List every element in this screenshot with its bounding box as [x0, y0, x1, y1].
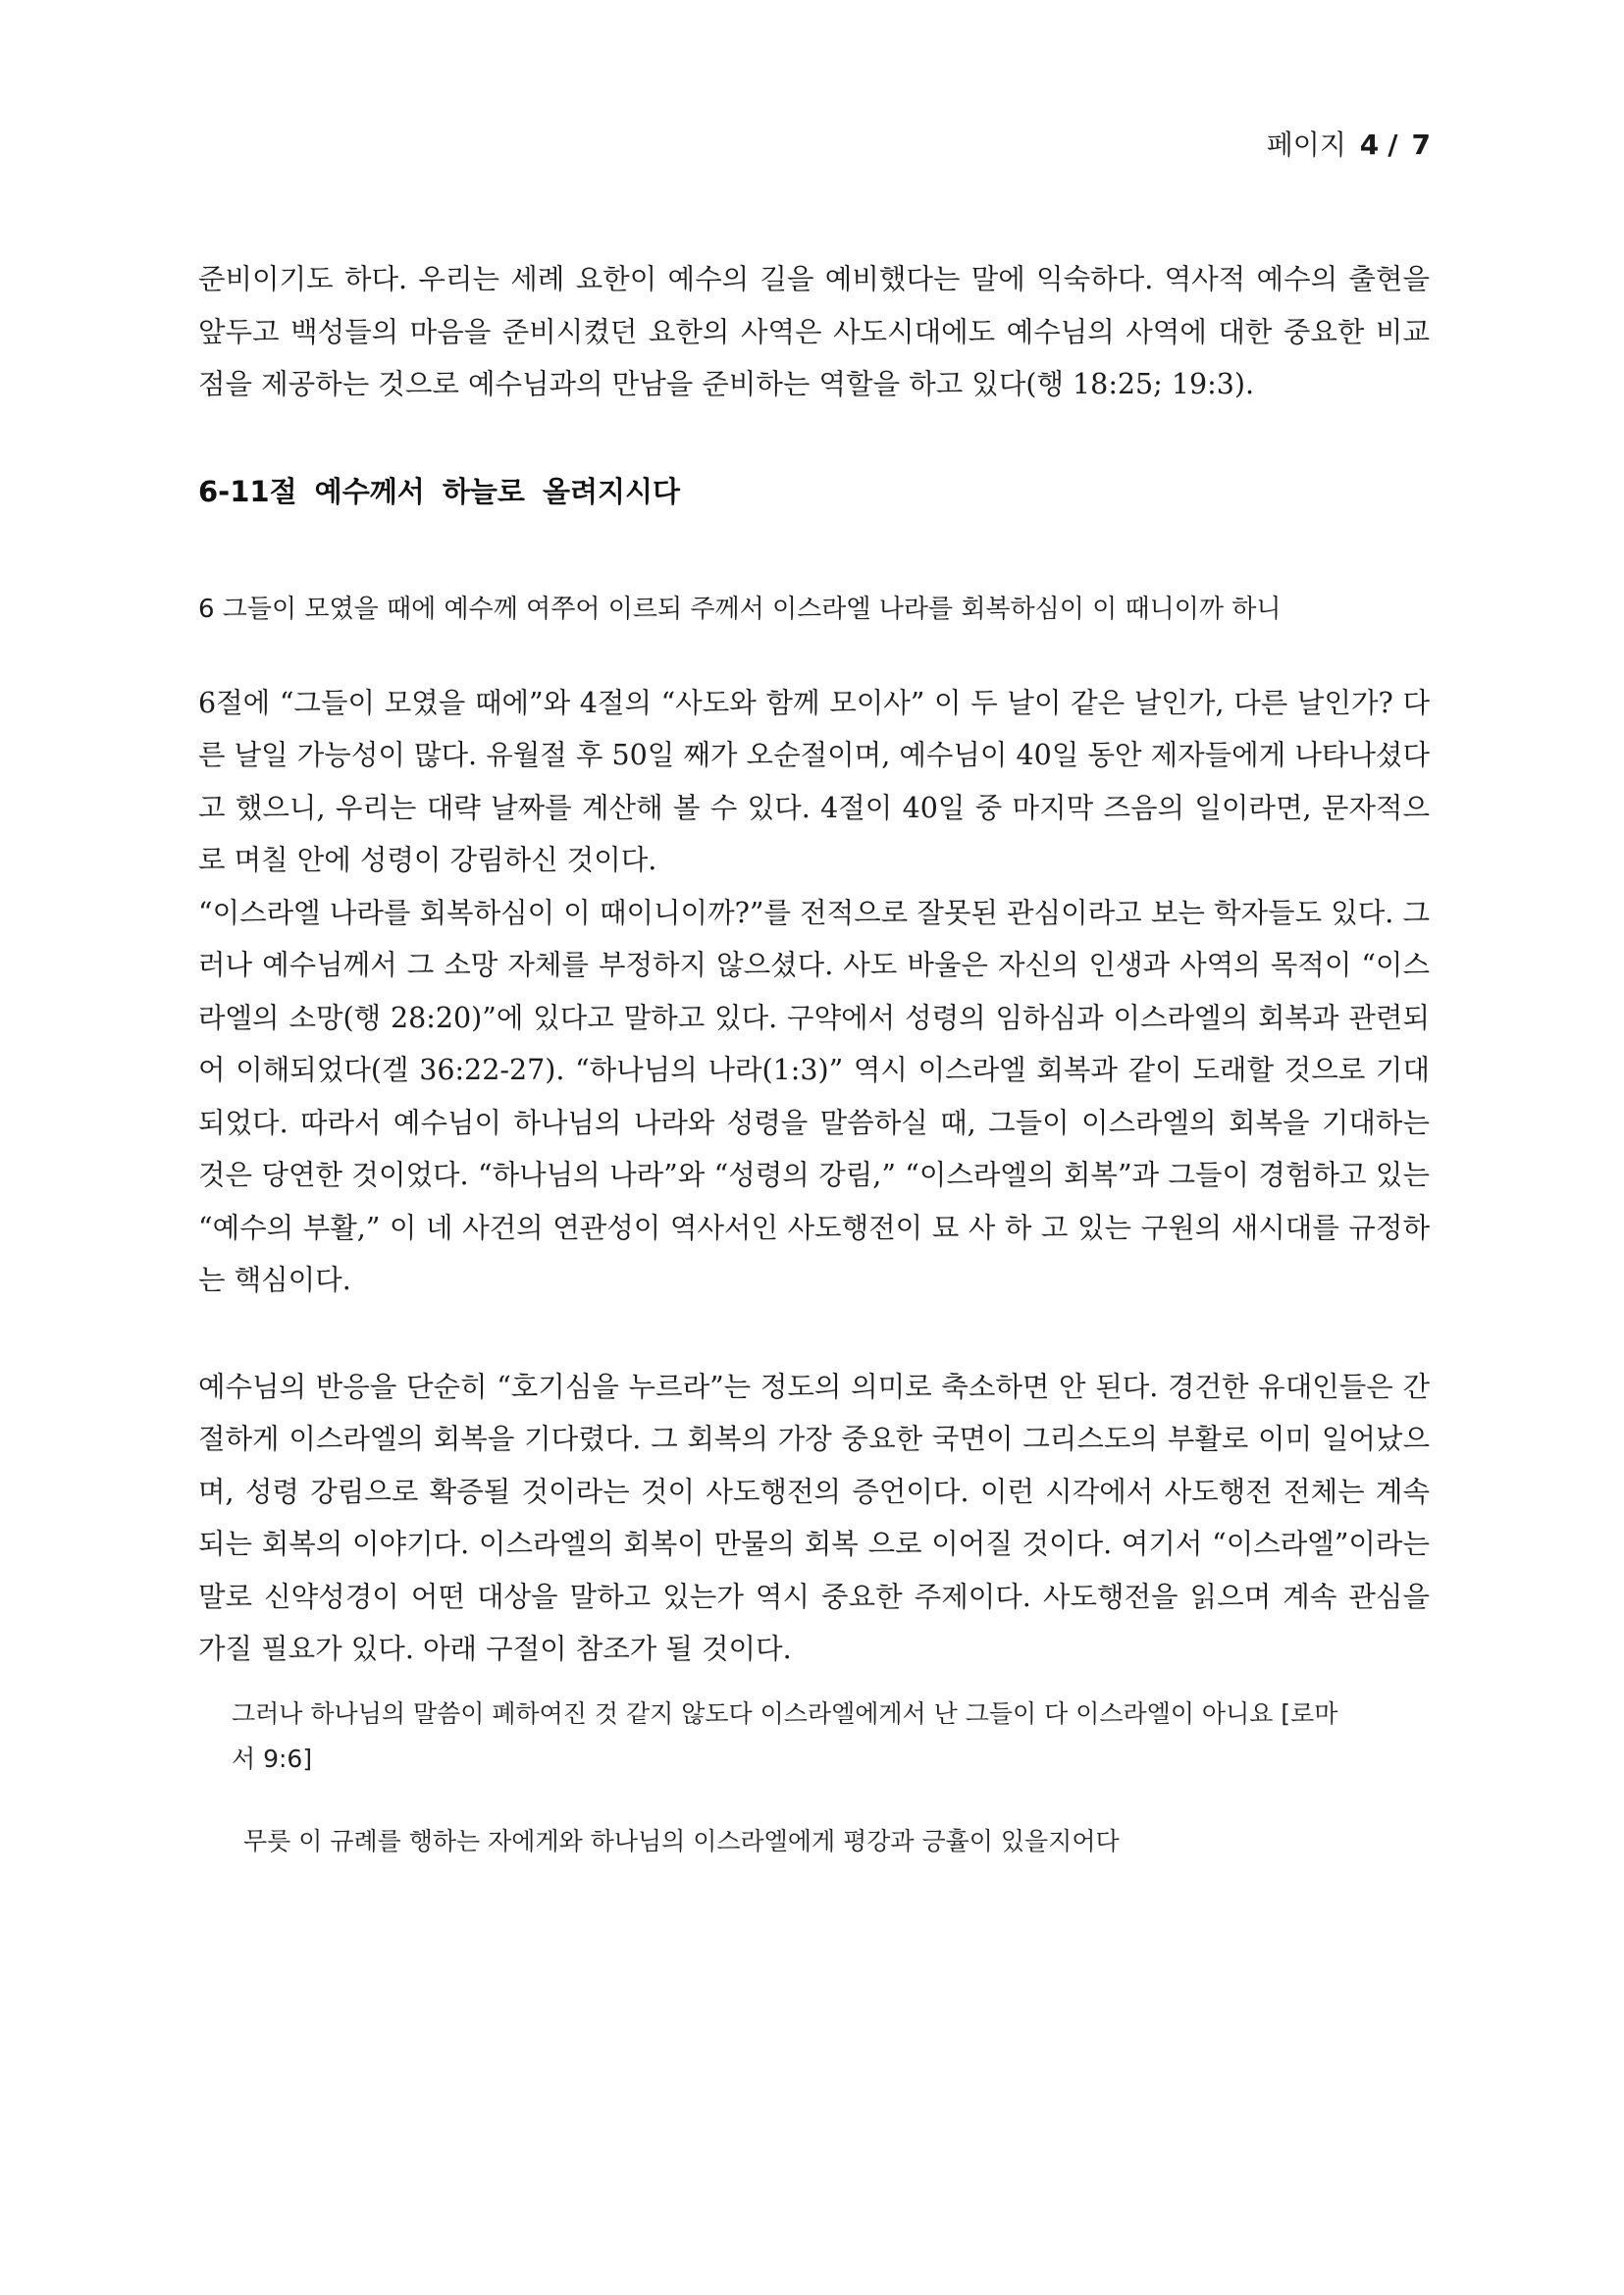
commentary-paragraph-3: 예수님의 반응을 단순히 “호기심을 누르라”는 정도의 의미로 축소하면 안 된다. 경건한 유대인들은 간절하게 이스라엘의 회복을 기다렸다. 그 회복의 가장 중요한 국면이 그리스도의 부활로 이미 일어났으며, 성령 강림으로 확증될 것이라는 것이 사도행전의 증언이다. 이런 시각에서 사도행전 전체는 계속되는 회복의 이야기다. 이스라엘의 회복이 만물의 회복 으로 이어질 것이다. 여기서 “이스라엘”이라는 말로 신약성경이 어떤 대상을 말하고 있는가 역시 중요한 주제이다. 사도행전을 읽으며 계속 관심을 가질 필요가 있다. 아래 구절이 참조가 될 것이다.: [198, 1370, 1430, 1665]
page-number-header: [1178, 124, 1431, 163]
verse-text: 6 그들이 모였을 때에 예수께 여쭈어 이르되 주께서 이스라엘 나라를 회복하심이 이 때니이까 하니: [198, 594, 1282, 624]
document-body: [198, 253, 1430, 1864]
page-label: 페이지: [1266, 129, 1346, 161]
commentary-paragraph-2: “이스라엘 나라를 회복하심이 이 때이니이까?”를 전적으로 잘못된 관심이라고 보는 학자들도 있다. 그러나 예수님께서 그 소망 자체를 부정하지 않으셨다. 사도 바울은 자신의 인생과 사역의 목적이 “이스라엘의 소망(행 28:20)”에 있다고 말하고 있다. 구약에서 성령의 임하심과 이스라엘의 회복과 관련되어 이해되었다(겔 36:22-27). “하나님의 나라(1:3)” 역시 이스라엘 회복과 같이 도래할 것으로 기대되었다. 따라서 예수님이 하나님의 나라와 성령을 말씀하실 때, 그들이 이스라엘의 회복을 기대하는 것은 당연한 것이었다. “하나님의 나라”와 “성령의 강림,” “이스라엘의 회복”과 그들이 경험하고 있는 “예수의 부활,” 이 네 사건의 연관성이 역사서인 사도행전이 묘 사 하 고 있는 구원의 새시대를 규정하는 핵심이다.: [198, 896, 1431, 1296]
scripture-quote-galatians: 무릇 이 규례를 행하는 자에게와 하나님의 이스라엘에게 평강과 긍휼이 있을지어다: [243, 1826, 1120, 1855]
commentary-paragraph-1: 6절에 “그들이 모였을 때에”와 4절의 “사도와 함께 모이사” 이 두 날이 같은 날인가, 다른 날인가? 다른 날일 가능성이 많다. 유월절 후 50일 째가 오순절이며, 예수님이 40일 동안 제자들에게 나타나셨다고 했으니, 우리는 대략 날짜를 계산해 볼 수 있다. 4절이 40일 중 마지막 즈음의 일이라면, 문자적으로 며칠 안에 성령이 강림하신 것이다.: [198, 686, 1430, 876]
scripture-quote-romans: 그러나 하나님의 말씀이 폐하여진 것 같지 않도다 이스라엘에게서 난 그들이 다 이스라엘이 아니요 [로마서 9:6]: [232, 1698, 1338, 1773]
intro-paragraph: 준비이기도 하다. 우리는 세례 요한이 예수의 길을 예비했다는 말에 익숙하다. 역사적 예수의 출현을 앞두고 백성들의 마음을 준비시켰던 요한의 사역은 사도시대에도 예수님의 사역에 대한 중요한 비교점을 제공하는 것으로 예수님과의 만남을 준비하는 역할을 하고 있다(행 18:25; 19:3).: [198, 263, 1430, 400]
current-page-number: 4: [1359, 129, 1380, 161]
page-separator: /: [1388, 129, 1398, 161]
total-page-number: 7: [1411, 129, 1431, 161]
section-heading: 6-11절 예수께서 하늘로 올려지시다: [198, 474, 681, 508]
